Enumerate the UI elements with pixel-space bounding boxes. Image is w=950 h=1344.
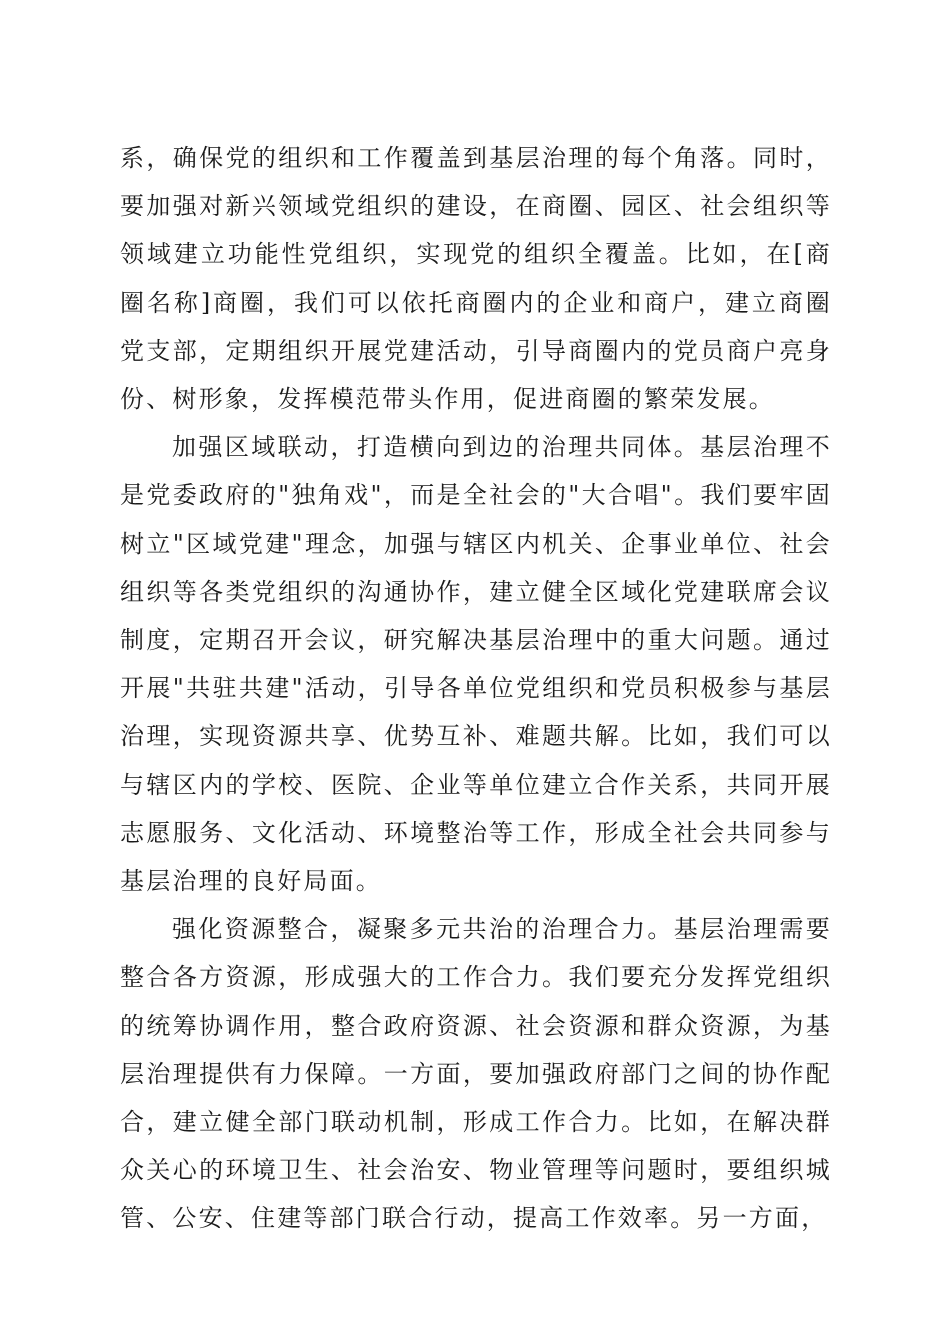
paragraph-regional-linkage: 加强区域联动，打造横向到边的治理共同体。基层治理不是党委政府的"独角戏"，而是全社会的"大合唱"。我们要牢固树立"区域党建"理念，加强与辖区内机关、企事业单位、社会组织等各类党组织的沟通协作，建立健全区域化党建联席会议制度，定期召开会议，研究解决基层治理中的重大问题。通过开展"共驻共建"活动，引导各单位党组织和党员积极参与基层治理，实现资源共享、优势互补、难题共解。比如，我们可以与辖区内的学校、医院、企业等单位建立合作关系，共同开展志愿服务、文化活动、环境整治等工作，形成全社会共同参与基层治理的良好局面。 [120,433,832,896]
paragraph-resource-integration: 强化资源整合，凝聚多元共治的治理合力。基层治理需要整合各方资源，形成强大的工作合力。我们要充分发挥党组织的统筹协调作用，整合政府资源、社会资源和群众资源，为基层治理提供有力保障。一方面，要加强政府部门之间的协作配合，建立健全部门联动机制，形成工作合力。比如，在解决群众关心的环境卫生、社会治安、物业管理等问题时，要组织城管、公安、住建等部门联合行动，提高工作效率。另一方面， [120,915,832,1233]
document-body [120,134,832,1243]
paragraph-continuation: 系，确保党的组织和工作覆盖到基层治理的每个角落。同时，要加强对新兴领域党组织的建设，在商圈、园区、社会组织等领域建立功能性党组织，实现党的组织全覆盖。比如，在[商圈名称]商圈，我们可以依托商圈内的企业和商户，建立商圈党支部，定期组织开展党建活动，引导商圈内的党员商户亮身份、树形象，发挥模范带头作用，促进商圈的繁荣发展。 [120,144,832,414]
